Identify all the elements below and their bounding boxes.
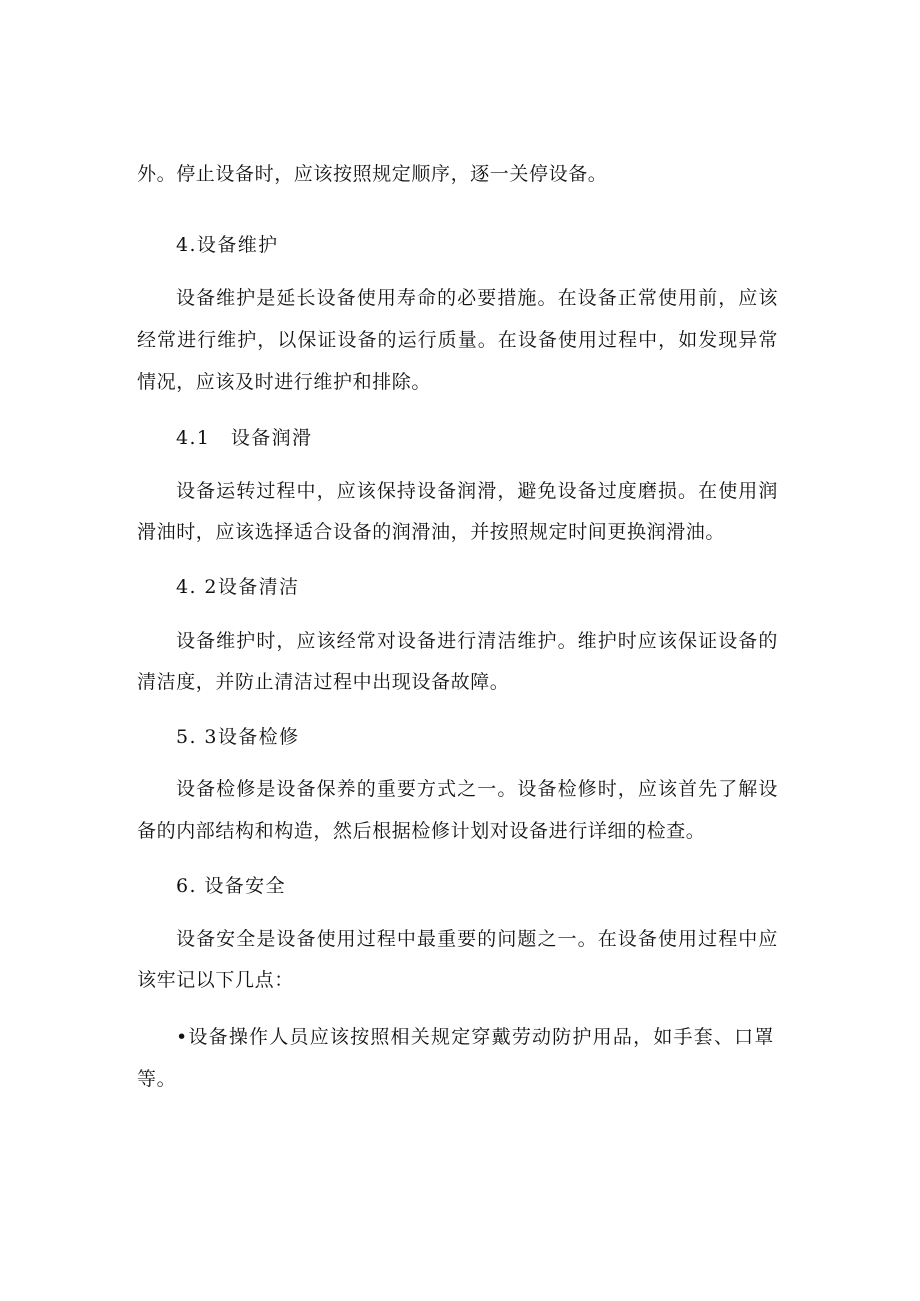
paragraph-line: 滑油时，应该选择适合设备的润滑油，并按照规定时间更换润滑油。 <box>137 521 726 543</box>
paragraph-line: 该牢记以下几点： <box>137 969 294 991</box>
paragraph-line: 等。 <box>137 1068 177 1090</box>
section-heading: 4.设备维护 <box>176 234 279 256</box>
paragraph-line: 清洁度，并防止清洁过程中出现设备故障。 <box>137 671 510 693</box>
paragraph-line: 外。停止设备时，应该按照规定顺序，逐一关停设备。 <box>137 163 608 185</box>
paragraph-line: 设备维护时，应该经常对设备进行清洁维护。维护时应该保证设备的 <box>176 630 778 652</box>
section-heading: 4.1 设备润滑 <box>176 427 313 449</box>
bullet-item: •设备操作人员应该按照相关规定穿戴劳动防护用品，如手套、口罩 <box>176 1026 774 1048</box>
paragraph-line: 情况，应该及时进行维护和排除。 <box>137 371 432 393</box>
paragraph-line: 设备检修是设备保养的重要方式之一。设备检修时，应该首先了解设 <box>176 778 778 800</box>
section-heading: 6. 设备安全 <box>176 875 286 897</box>
section-heading: 5. 3设备检修 <box>176 726 300 748</box>
paragraph-line: 设备安全是设备使用过程中最重要的问题之一。在设备使用过程中应 <box>176 928 778 950</box>
paragraph-line: 设备运转过程中，应该保持设备润滑，避免设备过度磨损。在使用润 <box>176 480 778 502</box>
paragraph-line: 备的内部结构和构造，然后根据检修计划对设备进行详细的检查。 <box>137 820 706 842</box>
section-heading: 4. 2设备清洁 <box>176 576 300 598</box>
paragraph-line: 设备维护是延长设备使用寿命的必要措施。在设备正常使用前，应该 <box>176 287 778 309</box>
paragraph-line: 经常进行维护，以保证设备的运行质量。在设备使用过程中，如发现异常 <box>137 329 778 351</box>
